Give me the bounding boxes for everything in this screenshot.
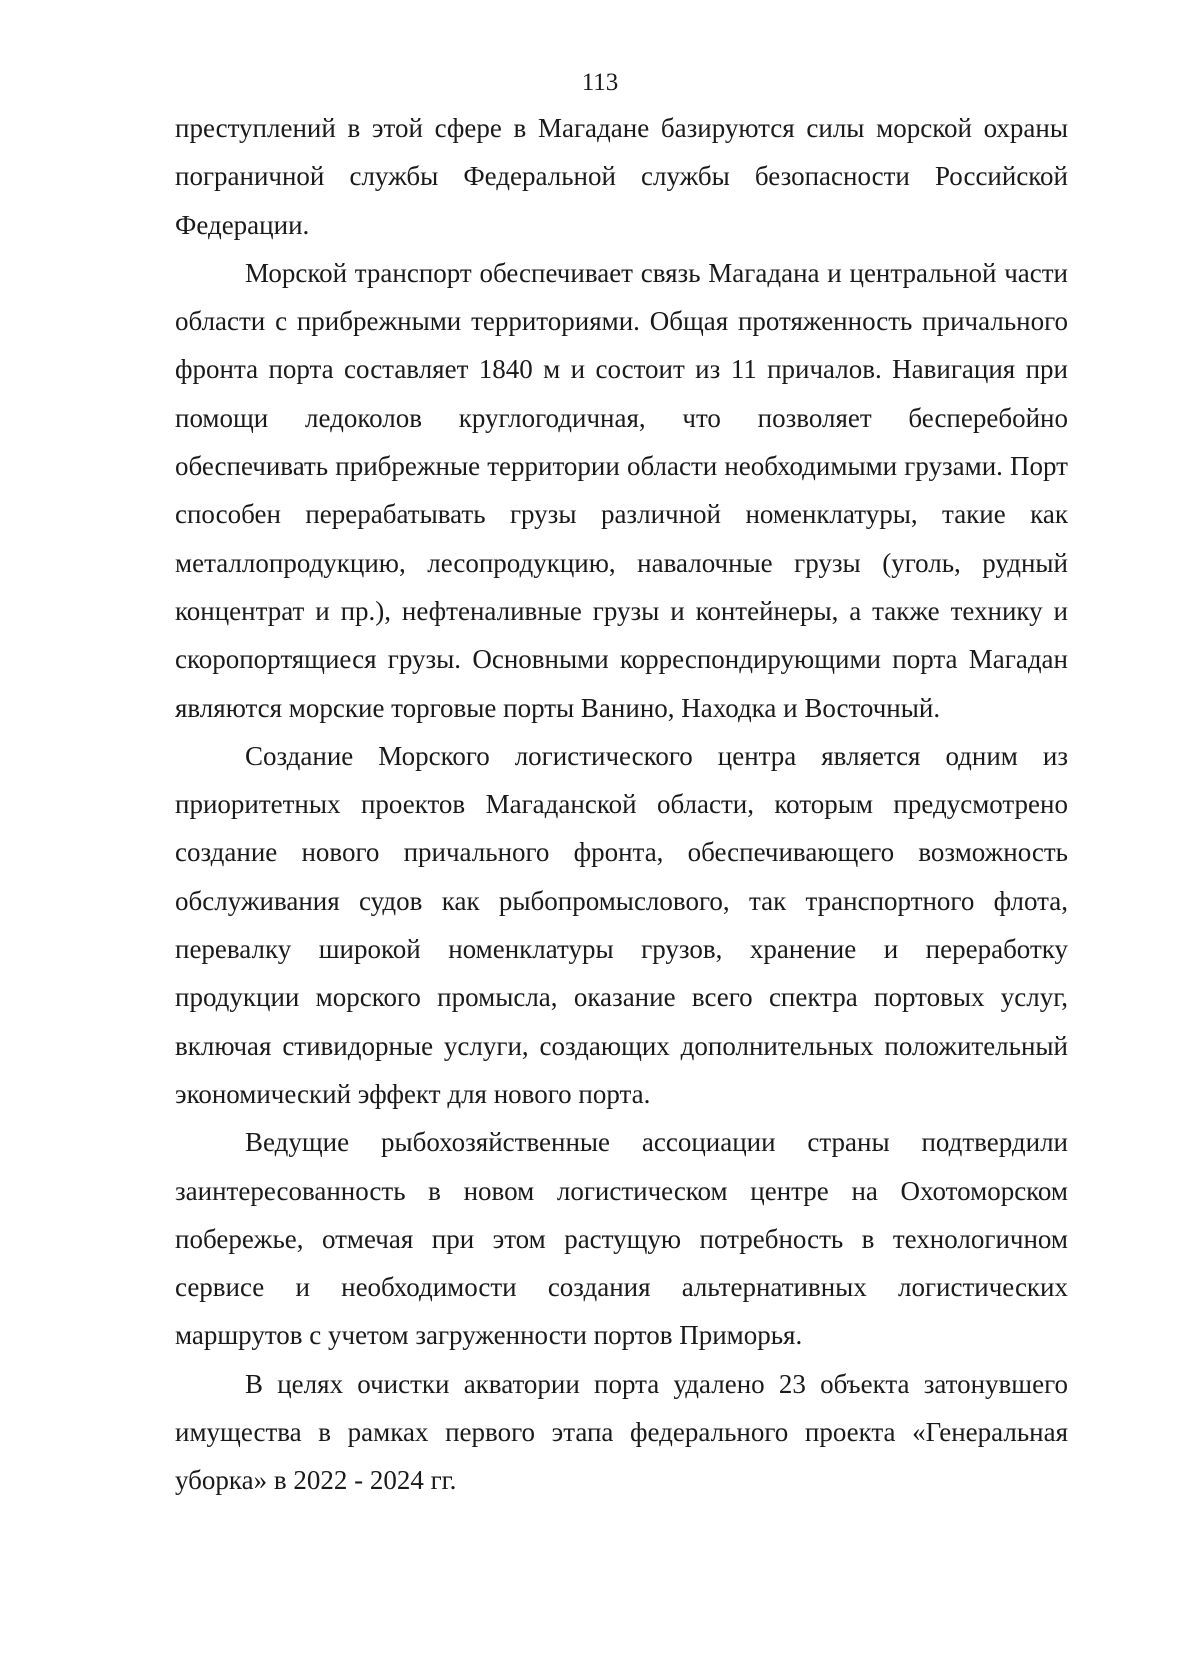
paragraph-4: Ведущие рыбохозяйственные ассоциации страны подтвердили заинтересованность в новом логистическом центре на Охотоморском побережье, отмечая при этом растущую потребность в технологичном сервисе и необходимости создания альтернативных логистических маршрутов с учетом загруженности портов Приморья. — [175, 1127, 1068, 1351]
document-body — [175, 104, 1068, 1505]
page-number: 113 — [581, 69, 619, 96]
paragraph-1: преступлений в этой сфере в Магадане базируются силы морской охраны пограничной службы Федеральной службы безопасности Российской Федерации. — [175, 113, 1068, 240]
paragraph-3: Создание Морского логистического центра является одним из приоритетных проектов Магаданской области, которым предусмотрено создание нового причального фронта, обеспечивающего возможность обслуживания судов как рыбопромыслового, так транспортного флота, перевалку широкой номенклатуры грузов, хранение и переработку продукции морского промысла, оказание всего спектра портовых услуг, включая стивидорные услуги, создающих дополнительных положительный экономический эффект для нового порта. — [175, 740, 1068, 1109]
paragraph-2: Морской транспорт обеспечивает связь Магадана и центральной части области с прибрежными территориями. Общая протяженность причального фронта порта составляет 1840 м и состоит из 11 причалов. Навигация при помощи ледоколов круглогодичная, что позволяет бесперебойно обеспечивать прибрежные территории области необходимыми грузами. Порт способен перерабатывать грузы различной номенклатуры, такие как металлопродукцию, лесопродукцию, навалочные грузы (уголь, рудный концентрат и пр.), нефтеналивные грузы и контейнеры, а также технику и скоропортящиеся грузы. Основными корреспондирующими порта Магадан являются морские торговые порты Ванино, Находка и Восточный. — [175, 257, 1068, 723]
paragraph-5: В целях очистки акватории порта удалено 23 объекта затонувшего имущества в рамках первого этапа федерального проекта «Генеральная уборка» в 2022 - 2024 гг. — [175, 1368, 1068, 1496]
